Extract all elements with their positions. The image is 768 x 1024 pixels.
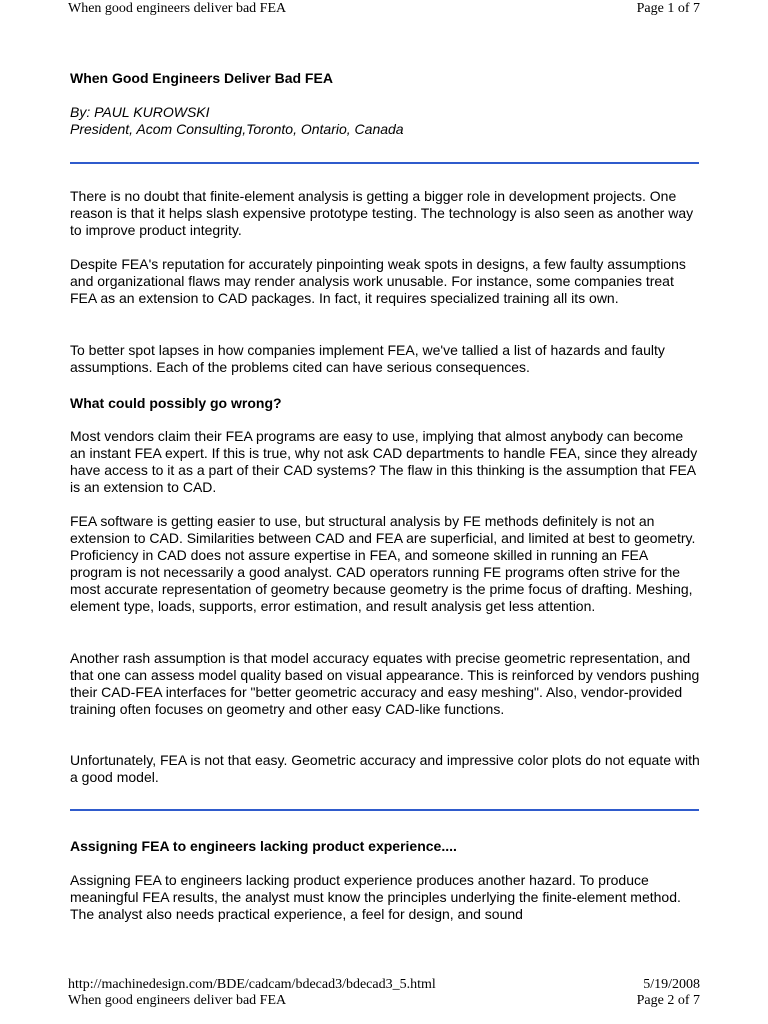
author-byline: By: PAUL KUROWSKI (70, 104, 210, 120)
section-heading: Assigning FEA to engineers lacking product experience.... (70, 838, 457, 854)
page-footer (68, 977, 700, 1009)
paragraph: There is no doubt that finite-element analysis is getting a bigger role in development projects. One reason is that it helps slash expensive prototype testing. The technology is also seen as another way to improve product integrity. (70, 188, 694, 238)
paragraph: Most vendors claim their FEA programs are easy to use, implying that almost anybody can become an instant FEA expert. If this is true, why not ask CAD departments to handle FEA, since they already have access to it as a part of their CAD systems? The flaw in this thinking is the assumption that FEA is an extension to CAD. (70, 428, 698, 495)
next-header-title: When good engineers deliver bad FEA (68, 993, 287, 1008)
next-page-header (68, 993, 700, 1009)
divider-rule (70, 809, 699, 811)
divider-rule (70, 162, 699, 164)
section-heading: What could possibly go wrong? (70, 395, 282, 411)
header-title: When good engineers deliver bad FEA (68, 1, 287, 16)
paragraph: Another rash assumption is that model accuracy equates with precise geometric representation, and that one can assess model quality based on visual appearance. This is reinforced by vendors pushing their CAD-FEA interfaces for "better geometric accuracy and easy meshing". Also, vendor-provided training often focuses on geometry and other easy CAD-like functions. (70, 650, 700, 717)
paragraph: FEA software is getting easier to use, but structural analysis by FE methods definitely is not an extension to CAD. Similarities between CAD and FEA are superficial, and limited at best to geometry. Proficiency in CAD does not assure expertise in FEA, and someone skilled in running an FEA program is not necessarily a good analyst. CAD operators running FE programs often strive for the most accurate representation of geometry because geometry is the prime focus of drafting. Meshing, element type, loads, supports, error estimation, and result analysis get less attention. (70, 513, 696, 614)
source-url: http://machinedesign.com/BDE/cadcam/bdecad3/bdecad3_5.html (68, 977, 436, 992)
print-date: 5/19/2008 (643, 977, 700, 992)
author-affiliation: President, Acom Consulting,Toronto, Ontario, Canada (70, 121, 404, 137)
paragraph: Unfortunately, FEA is not that easy. Geometric accuracy and impressive color plots do not equate with a good model. (70, 752, 700, 785)
next-header-page-number: Page 2 of 7 (636, 993, 700, 1008)
paragraph: Assigning FEA to engineers lacking product experience produces another hazard. To produce meaningful FEA results, the analyst must know the principles underlying the finite-element method. The analyst also needs practical experience, a feel for design, and sound (70, 872, 681, 922)
article-title: When Good Engineers Deliver Bad FEA (70, 70, 333, 86)
page-header (68, 1, 700, 17)
paragraph: To better spot lapses in how companies implement FEA, we've tallied a list of hazards and faulty assumptions. Each of the problems cited can have serious consequences. (70, 342, 665, 375)
paragraph: Despite FEA's reputation for accurately pinpointing weak spots in designs, a few faulty assumptions and organizational flaws may render analysis work unusable. For instance, some companies treat FEA as an extension to CAD packages. In fact, it requires specialized training all its own. (70, 256, 686, 306)
footer-source-row (68, 977, 700, 993)
header-page-number: Page 1 of 7 (636, 1, 700, 16)
